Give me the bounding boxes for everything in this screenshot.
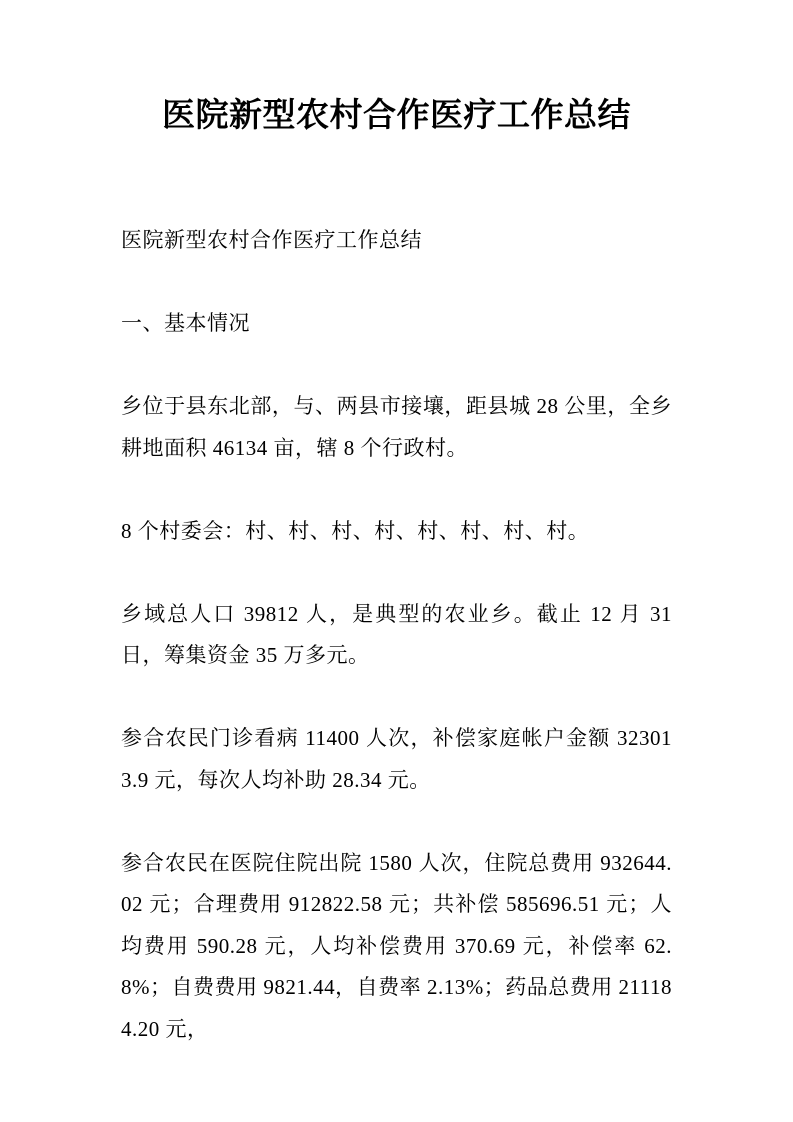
section-heading-basic-info: 一、基本情况 [121, 311, 250, 335]
document-title: 医院新型农村合作医疗工作总结 [162, 98, 631, 134]
paragraph-outpatient-compensation: 参合农民门诊看病 11400 人次，补偿家庭帐户金额 323013.9 元，每次人均补助 28.34 元。 [121, 726, 672, 792]
paragraph-village-committees: 8 个村委会：村、村、村、村、村、村、村、村。 [121, 518, 590, 543]
paragraph-township-location: 乡位于县东北部，与、两县市接壤，距县城 28 公里，全乡耕地面积 46134 亩，辖 8 个行政村。 [121, 394, 672, 460]
paragraph-hospitalization-costs: 参合农民在医院住院出院 1580 人次，住院总费用 932644.02 元；合理费用 912822.58 元；共补偿 585696.51 元；人均费用 590.28 元，人均补偿费用 370.69 元，补偿率 62.8%；自费费用 9821.44，自费率 2.13%；药品总费用 211184.20 元， [121, 850, 672, 1041]
document-subtitle: 医院新型农村合作医疗工作总结 [121, 228, 422, 252]
paragraph-population-funds: 乡域总人口 39812 人，是典型的农业乡。截止 12 月 31 日，筹集资金 35 万多元。 [121, 601, 672, 667]
